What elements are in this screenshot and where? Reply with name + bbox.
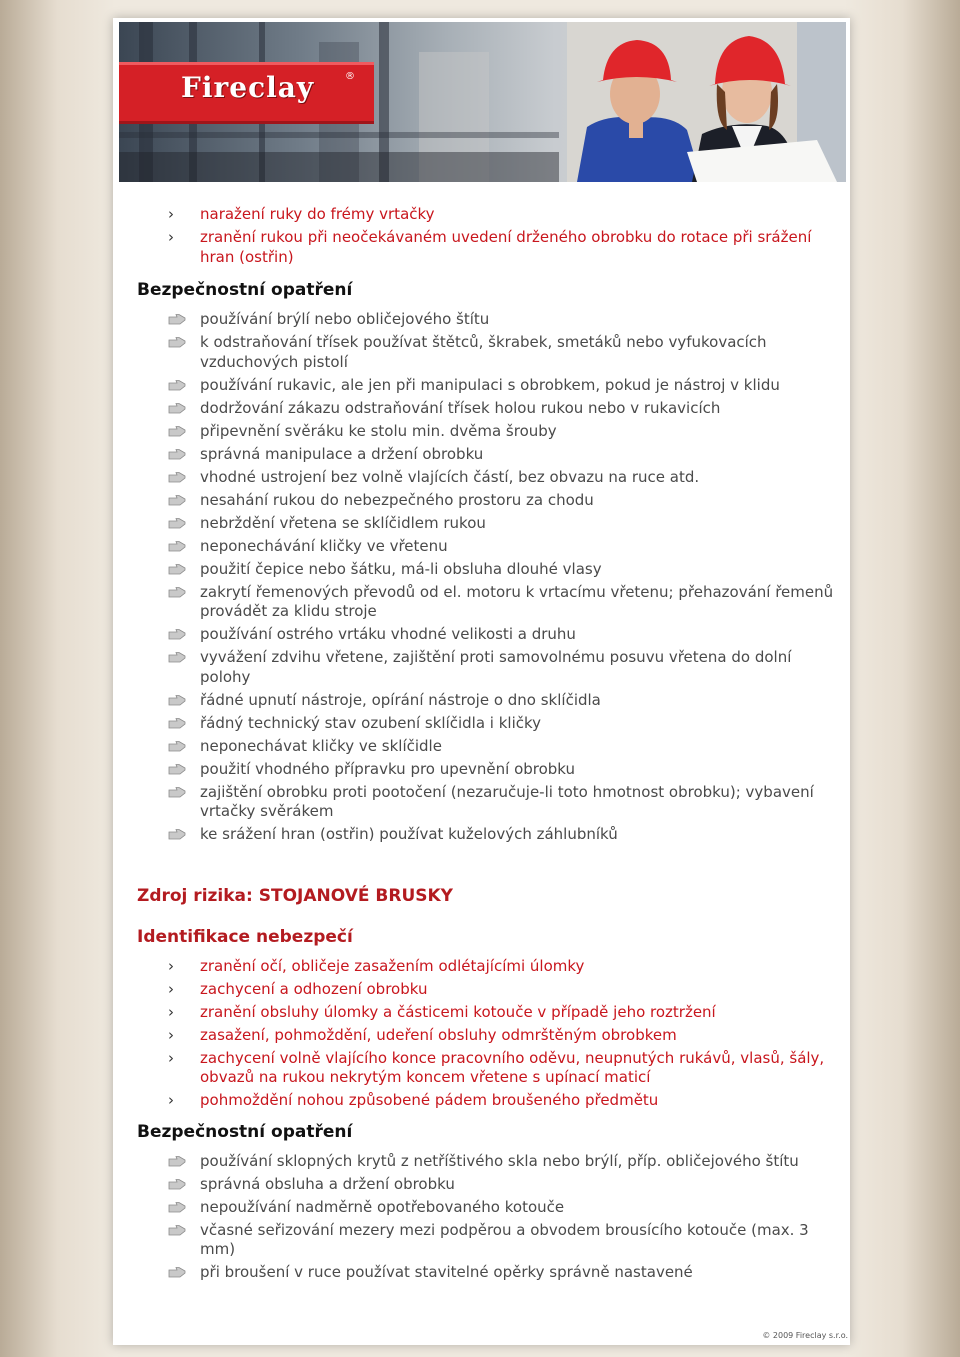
pointing-hand-icon <box>168 379 186 391</box>
chevron-right-icon: › <box>168 1002 174 1021</box>
list-item: správná obsluha a držení obrobku <box>137 1175 837 1195</box>
list-item: nesahání rukou do nebezpečného prostoru za chodu <box>137 491 837 511</box>
pointing-hand-icon <box>168 717 186 729</box>
list-item: zajištění obrobku proti pootočení (nezaručuje-li toto hmotnost obrobku); vybavení vrtačky svěrákem <box>137 783 837 822</box>
list-item: › pohmoždění nohou způsobené pádem broušeného předmětu <box>168 1091 659 1109</box>
list-item: řádný technický stav ozubení sklíčidla i kličky <box>137 714 837 734</box>
list-item: při broušení v ruce používat stavitelné opěrky správně nastavené <box>137 1263 837 1283</box>
list-item: › naražení ruky do frémy vrtačky <box>168 205 435 223</box>
list-item: › zachycení volně vlajícího konce pracovního oděvu, neupnutých rukávů, vlasů, šály, obvazů na rukou nekrytým koncem vřetene s upínací maticí <box>168 1048 825 1086</box>
pointing-hand-icon <box>168 1155 186 1167</box>
pointing-hand-icon <box>168 1178 186 1190</box>
measure-list-drills <box>137 310 837 845</box>
list-item: nepoužívání nadměrně opotřebovaného kotouče <box>137 1198 837 1218</box>
list-item: vhodné ustrojení bez volně vlajících částí, bez obvazu na ruce atd. <box>137 468 837 488</box>
pointing-hand-icon <box>168 651 186 663</box>
list-item: › zasažení, pohmoždění, udeření obsluhy odmrštěným obrobkem <box>168 1025 677 1044</box>
list-item: vyvážení zdvihu vřetene, zajištění proti samovolnému posuvu vřetena do dolní polohy <box>137 648 837 687</box>
list-item: neponechávání kličky ve vřetenu <box>137 537 837 557</box>
list-item: používání ostrého vrtáku vhodné velikosti a druhu <box>137 625 837 645</box>
chevron-right-icon: › <box>168 979 174 998</box>
pointing-hand-icon <box>168 628 186 640</box>
pointing-hand-icon <box>168 1224 186 1236</box>
list-item: zakrytí řemenových převodů od el. motoru k vrtacímu vřetenu; přehazování řemenů provádět za klidu stroje <box>137 583 837 622</box>
list-item: › zranění obsluhy úlomky a částicemi kotouče v případě jeho roztržení <box>168 1002 716 1021</box>
list-item: připevnění svěráku ke stolu min. dvěma šrouby <box>137 422 837 442</box>
pointing-hand-icon <box>168 763 186 775</box>
chevron-right-icon: › <box>168 1091 174 1109</box>
list-item: používání brýlí nebo obličejového štítu <box>137 310 837 330</box>
pointing-hand-icon <box>168 694 186 706</box>
list-item: používání sklopných krytů z netříštivého skla nebo brýlí, příp. obličejového štítu <box>137 1152 837 1172</box>
chevron-right-icon: › <box>168 228 174 246</box>
pointing-hand-icon <box>168 494 186 506</box>
logo: Fireclay <box>181 71 315 104</box>
measure-list-grinders <box>137 1152 837 1283</box>
pointing-hand-icon <box>168 828 186 840</box>
header-banner <box>119 22 846 182</box>
pointing-hand-icon <box>168 448 186 460</box>
measures-heading: Bezpečnostní opatření <box>137 1121 353 1142</box>
list-item: › zranění rukou při neočekávaném uvedení drženého obrobku do rotace při srážení hran (ostřin) <box>168 228 812 266</box>
chevron-right-icon: › <box>168 1025 174 1044</box>
list-item: použití vhodného přípravku pro upevnění obrobku <box>137 760 837 780</box>
list-item: použití čepice nebo šátku, má-li obsluha dlouhé vlasy <box>137 560 837 580</box>
pointing-hand-icon <box>168 425 186 437</box>
list-item: používání rukavic, ale jen při manipulaci s obrobkem, pokud je nástroj v klidu <box>137 376 837 396</box>
pointing-hand-icon <box>168 540 186 552</box>
pointing-hand-icon <box>168 586 186 598</box>
chevron-right-icon: › <box>168 205 174 223</box>
chevron-right-icon: › <box>168 1048 174 1067</box>
list-item: včasné seřizování mezery mezi podpěrou a obvodem brousícího kotouče (max. 3 mm) <box>137 1221 837 1260</box>
hazards-heading: Identifikace nebezpečí <box>137 926 353 947</box>
list-item: k odstraňování třísek používat štětců, škrabek, smetáků nebo vyfukovacích vzduchových pistolí <box>137 333 837 372</box>
list-item: › zachycení a odhození obrobku <box>168 979 428 998</box>
list-item: dodržování zákazu odstraňování třísek holou rukou nebo v rukavicích <box>137 399 837 419</box>
pointing-hand-icon <box>168 402 186 414</box>
pointing-hand-icon <box>168 786 186 798</box>
list-item: řádné upnutí nástroje, opírání nástroje o dno sklíčidla <box>137 691 837 711</box>
workers-photo-icon <box>567 22 846 182</box>
list-item: › zranění očí, obličeje zasažením odlétajícími úlomky <box>168 956 585 975</box>
pointing-hand-icon <box>168 1201 186 1213</box>
list-item: nebrždění vřetena se sklíčidlem rukou <box>137 514 837 534</box>
registered-mark: ® <box>345 71 355 82</box>
pointing-hand-icon <box>168 336 186 348</box>
chevron-right-icon: › <box>168 956 174 975</box>
logo-bar <box>119 62 374 124</box>
pointing-hand-icon <box>168 313 186 325</box>
pointing-hand-icon <box>168 471 186 483</box>
pointing-hand-icon <box>168 740 186 752</box>
list-item: ke srážení hran (ostřin) používat kuželových záhlubníků <box>137 825 837 845</box>
hazard-list-grinders <box>137 957 837 1111</box>
document-page <box>113 18 850 1345</box>
list-item: neponechávat kličky ve sklíčidle <box>137 737 837 757</box>
list-item: správná manipulace a držení obrobku <box>137 445 837 465</box>
pointing-hand-icon <box>168 563 186 575</box>
risk-source-title: Zdroj rizika: STOJANOVÉ BRUSKY <box>137 885 453 906</box>
pointing-hand-icon <box>168 1266 186 1278</box>
copyright-footer: © 2009 Fireclay s.r.o. <box>762 1331 848 1340</box>
content <box>137 205 837 1286</box>
hazard-list-drills <box>137 205 837 267</box>
pointing-hand-icon <box>168 517 186 529</box>
measures-heading: Bezpečnostní opatření <box>137 280 353 300</box>
